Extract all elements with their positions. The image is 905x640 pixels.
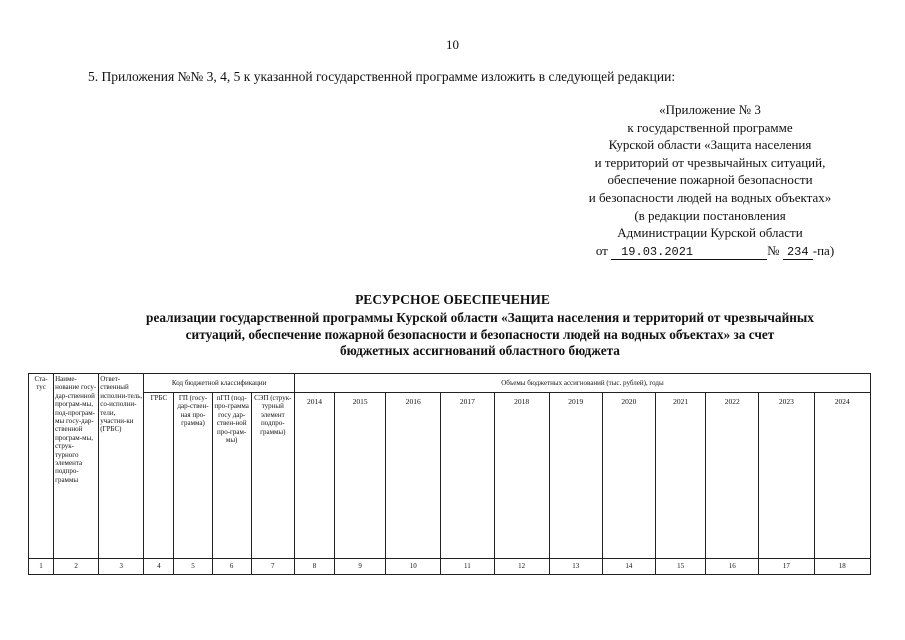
- column-number: 6: [212, 559, 251, 575]
- appendix-line: и территорий от чрезвычайных ситуаций,: [594, 154, 826, 170]
- appendix-line: к государственной программе: [627, 119, 793, 135]
- column-number: 14: [602, 559, 655, 575]
- column-number: 18: [814, 559, 870, 575]
- header-status: Ста-тус: [29, 374, 54, 559]
- column-number: 15: [656, 559, 706, 575]
- column-number: 16: [706, 559, 759, 575]
- number-label: №: [767, 242, 780, 258]
- decree-date: 19.03.2021: [611, 245, 767, 260]
- header-grbs: ГРБС: [144, 393, 174, 559]
- column-number: 7: [251, 559, 294, 575]
- appendix-line: (в редакции постановления: [634, 207, 786, 223]
- subtitle-line: реализации государственной программы Курской области «Защита населения и территорий от чрезвычайных: [146, 310, 814, 325]
- page-number: 10: [446, 37, 459, 52]
- header-gp: ГП (госу-дар-ствен-ная про-грамма): [174, 393, 212, 559]
- header-name: Наиме-нование госу-дар-ственной програм-мы, под-програм-мы госу-дар-ственной програм-мы, струк-турного элемента подпро-граммы: [54, 374, 99, 559]
- header-year: 2023: [759, 393, 814, 559]
- header-year: 2021: [656, 393, 706, 559]
- column-number: 12: [494, 559, 549, 575]
- appendix-line: «Приложение № 3: [659, 102, 761, 117]
- column-number: 10: [386, 559, 441, 575]
- column-number: 17: [759, 559, 814, 575]
- column-number: 3: [99, 559, 144, 575]
- header-sep: СЭП (струк-турный элемент подпро-граммы): [251, 393, 294, 559]
- column-number: 9: [335, 559, 386, 575]
- column-number: 11: [441, 559, 494, 575]
- header-year: 2017: [441, 393, 494, 559]
- column-number: 5: [174, 559, 212, 575]
- header-pgp: пГП (под-про-грамма госу дар-ствен-ной про-грам-мы): [212, 393, 251, 559]
- intro-paragraph: 5. Приложения №№ 3, 4, 5 к указанной государственной программе изложить в следующей редакции:: [88, 69, 676, 84]
- appendix-line: Курской области «Защита населения: [608, 137, 812, 153]
- subtitle-line: бюджетных ассигнований областного бюджета: [340, 343, 620, 358]
- column-number: 2: [54, 559, 99, 575]
- subtitle-line: ситуаций, обеспечение пожарной безопасности и безопасности людей на водных объектах» за счет: [185, 326, 775, 342]
- appendix-header: [540, 101, 880, 260]
- header-year: 2015: [335, 393, 386, 559]
- column-number: 1: [29, 559, 54, 575]
- resource-table: [28, 373, 871, 575]
- header-year: 2018: [494, 393, 549, 559]
- column-number: 4: [144, 559, 174, 575]
- header-year: 2022: [706, 393, 759, 559]
- from-label: от: [595, 242, 608, 258]
- header-budget-code: Код бюджетной классификации: [144, 374, 295, 393]
- column-number: 13: [549, 559, 602, 575]
- header-volumes: Объемы бюджетных ассигнований (тыс. рублей), годы: [294, 374, 870, 393]
- appendix-line: Администрации Курской области: [617, 225, 803, 241]
- header-year: 2020: [602, 393, 655, 559]
- document-title: РЕСУРСНОЕ ОБЕСПЕЧЕНИЕ: [355, 292, 550, 307]
- appendix-line: и безопасности людей на водных объектах»: [588, 189, 832, 205]
- decree-reference-line: [540, 242, 880, 260]
- header-year: 2016: [386, 393, 441, 559]
- appendix-line: обеспечение пожарной безопасности: [607, 172, 813, 188]
- decree-suffix: -па): [812, 242, 835, 258]
- header-year: 2014: [294, 393, 334, 559]
- column-number: 8: [294, 559, 334, 575]
- column-number-row: [29, 559, 871, 575]
- decree-number: 234: [783, 245, 813, 260]
- header-year: 2024: [814, 393, 870, 559]
- header-year: 2019: [549, 393, 602, 559]
- header-executor: Ответ-ственный исполни-тель, со-исполни-тели, участни-ки (ГРБС): [99, 374, 144, 559]
- document-subtitle: [60, 310, 900, 360]
